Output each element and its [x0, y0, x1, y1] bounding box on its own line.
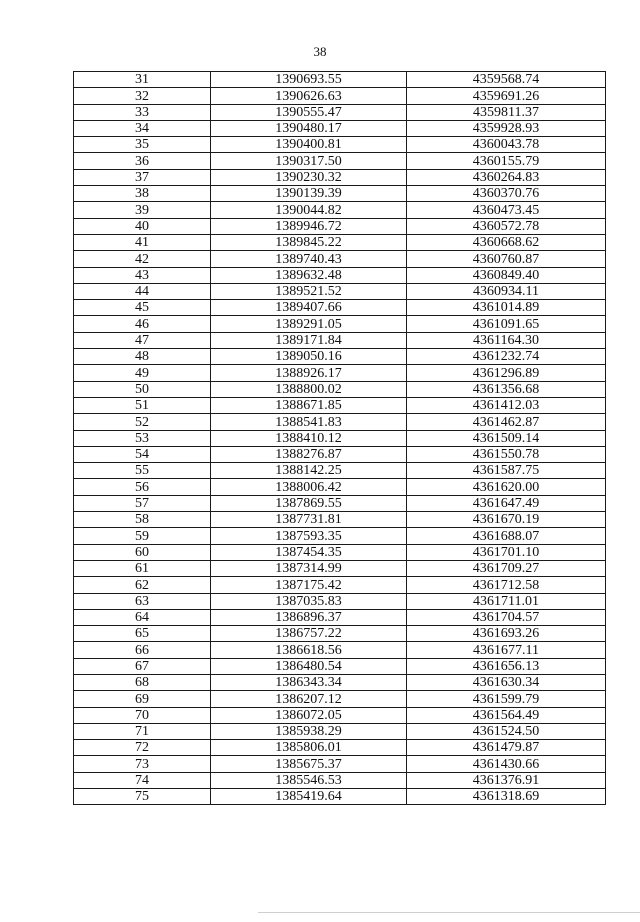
y-coordinate-cell: 4360264.83: [407, 169, 606, 185]
table-row: [74, 234, 606, 250]
x-coordinate-cell: 1386072.05: [211, 707, 407, 723]
x-coordinate-cell: 1388541.83: [211, 414, 407, 430]
table-row: [74, 674, 606, 690]
y-coordinate-cell: 4361599.79: [407, 691, 606, 707]
point-number-cell: 45: [74, 300, 211, 316]
page-number: 38: [313, 44, 327, 59]
point-number-cell: 72: [74, 740, 211, 756]
point-number-cell: 54: [74, 446, 211, 462]
y-coordinate-cell: 4361479.87: [407, 740, 606, 756]
table-row: [74, 186, 606, 202]
y-coordinate-cell: 4361524.50: [407, 723, 606, 739]
y-coordinate-cell: 4360370.76: [407, 186, 606, 202]
y-coordinate-cell: 4360043.78: [407, 137, 606, 153]
table-row: [74, 756, 606, 772]
point-number-cell: 33: [74, 104, 211, 120]
point-number-cell: 36: [74, 153, 211, 169]
y-coordinate-cell: 4361704.57: [407, 609, 606, 625]
y-coordinate-cell: 4361693.26: [407, 626, 606, 642]
table-row: [74, 267, 606, 283]
table-row: [74, 397, 606, 413]
table-row: [74, 202, 606, 218]
y-coordinate-cell: 4361430.66: [407, 756, 606, 772]
table-row: [74, 723, 606, 739]
table-row: [74, 446, 606, 462]
table-row: [74, 463, 606, 479]
x-coordinate-cell: 1390626.63: [211, 88, 407, 104]
point-number-cell: 53: [74, 430, 211, 446]
point-number-cell: 70: [74, 707, 211, 723]
x-coordinate-cell: 1389521.52: [211, 283, 407, 299]
table-row: [74, 349, 606, 365]
table-row: [74, 609, 606, 625]
y-coordinate-cell: 4361647.49: [407, 495, 606, 511]
y-coordinate-cell: 4361677.11: [407, 642, 606, 658]
y-coordinate-cell: 4359928.93: [407, 120, 606, 136]
x-coordinate-cell: 1390230.32: [211, 169, 407, 185]
x-coordinate-cell: 1386343.34: [211, 674, 407, 690]
y-coordinate-cell: 4361014.89: [407, 300, 606, 316]
point-number-cell: 48: [74, 349, 211, 365]
y-coordinate-cell: 4359691.26: [407, 88, 606, 104]
y-coordinate-cell: 4361620.00: [407, 479, 606, 495]
x-coordinate-cell: 1388276.87: [211, 446, 407, 462]
table-row: [74, 300, 606, 316]
point-number-cell: 61: [74, 560, 211, 576]
y-coordinate-cell: 4361711.01: [407, 593, 606, 609]
point-number-cell: 63: [74, 593, 211, 609]
y-coordinate-cell: 4361670.19: [407, 512, 606, 528]
table-row: [74, 626, 606, 642]
y-coordinate-cell: 4361630.34: [407, 674, 606, 690]
table-row: [74, 495, 606, 511]
point-number-cell: 65: [74, 626, 211, 642]
table-row: [74, 365, 606, 381]
point-number-cell: 74: [74, 772, 211, 788]
point-number-cell: 44: [74, 283, 211, 299]
table-row: [74, 332, 606, 348]
point-number-cell: 57: [74, 495, 211, 511]
x-coordinate-cell: 1388142.25: [211, 463, 407, 479]
y-coordinate-cell: 4361296.89: [407, 365, 606, 381]
point-number-cell: 52: [74, 414, 211, 430]
table-row: [74, 381, 606, 397]
x-coordinate-cell: 1390139.39: [211, 186, 407, 202]
table-row: [74, 120, 606, 136]
x-coordinate-cell: 1386618.56: [211, 642, 407, 658]
y-coordinate-cell: 4361462.87: [407, 414, 606, 430]
table-row: [74, 316, 606, 332]
x-coordinate-cell: 1390693.55: [211, 72, 407, 88]
point-number-cell: 34: [74, 120, 211, 136]
x-coordinate-cell: 1386480.54: [211, 658, 407, 674]
y-coordinate-cell: 4361164.30: [407, 332, 606, 348]
y-coordinate-cell: 4360572.78: [407, 218, 606, 234]
x-coordinate-cell: 1389291.05: [211, 316, 407, 332]
x-coordinate-cell: 1387035.83: [211, 593, 407, 609]
x-coordinate-cell: 1385546.53: [211, 772, 407, 788]
y-coordinate-cell: 4361412.03: [407, 397, 606, 413]
x-coordinate-cell: 1390480.17: [211, 120, 407, 136]
x-coordinate-cell: 1387869.55: [211, 495, 407, 511]
y-coordinate-cell: 4361656.13: [407, 658, 606, 674]
point-number-cell: 59: [74, 528, 211, 544]
point-number-cell: 37: [74, 169, 211, 185]
y-coordinate-cell: 4361587.75: [407, 463, 606, 479]
point-number-cell: 49: [74, 365, 211, 381]
table-row: [74, 560, 606, 576]
table-row: [74, 414, 606, 430]
table-row: [74, 137, 606, 153]
x-coordinate-cell: 1386896.37: [211, 609, 407, 625]
table-row: [74, 251, 606, 267]
table-row: [74, 88, 606, 104]
x-coordinate-cell: 1388410.12: [211, 430, 407, 446]
y-coordinate-cell: 4361509.14: [407, 430, 606, 446]
y-coordinate-cell: 4361091.65: [407, 316, 606, 332]
x-coordinate-cell: 1387454.35: [211, 544, 407, 560]
point-number-cell: 38: [74, 186, 211, 202]
table-row: [74, 691, 606, 707]
y-coordinate-cell: 4360155.79: [407, 153, 606, 169]
x-coordinate-cell: 1389845.22: [211, 234, 407, 250]
point-number-cell: 31: [74, 72, 211, 88]
y-coordinate-cell: 4359811.37: [407, 104, 606, 120]
x-coordinate-cell: 1385806.01: [211, 740, 407, 756]
x-coordinate-cell: 1385938.29: [211, 723, 407, 739]
y-coordinate-cell: 4359568.74: [407, 72, 606, 88]
table-row: [74, 169, 606, 185]
x-coordinate-cell: 1390044.82: [211, 202, 407, 218]
point-number-cell: 66: [74, 642, 211, 658]
point-number-cell: 42: [74, 251, 211, 267]
point-number-cell: 58: [74, 512, 211, 528]
x-coordinate-cell: 1389740.43: [211, 251, 407, 267]
y-coordinate-cell: 4361688.07: [407, 528, 606, 544]
point-number-cell: 55: [74, 463, 211, 479]
y-coordinate-cell: 4361356.68: [407, 381, 606, 397]
y-coordinate-cell: 4361318.69: [407, 789, 606, 805]
x-coordinate-cell: 1389407.66: [211, 300, 407, 316]
point-number-cell: 43: [74, 267, 211, 283]
point-number-cell: 64: [74, 609, 211, 625]
table-row: [74, 577, 606, 593]
y-coordinate-cell: 4360668.62: [407, 234, 606, 250]
x-coordinate-cell: 1388671.85: [211, 397, 407, 413]
point-number-cell: 69: [74, 691, 211, 707]
x-coordinate-cell: 1389632.48: [211, 267, 407, 283]
point-number-cell: 56: [74, 479, 211, 495]
point-number-cell: 67: [74, 658, 211, 674]
point-number-cell: 73: [74, 756, 211, 772]
x-coordinate-cell: 1386207.12: [211, 691, 407, 707]
point-number-cell: 40: [74, 218, 211, 234]
table-row: [74, 153, 606, 169]
point-number-cell: 75: [74, 789, 211, 805]
table-row: [74, 528, 606, 544]
table-row: [74, 740, 606, 756]
x-coordinate-cell: 1388006.42: [211, 479, 407, 495]
y-coordinate-cell: 4361376.91: [407, 772, 606, 788]
y-coordinate-cell: 4361564.49: [407, 707, 606, 723]
table-row: [74, 789, 606, 805]
point-number-cell: 50: [74, 381, 211, 397]
x-coordinate-cell: 1387314.99: [211, 560, 407, 576]
x-coordinate-cell: 1388800.02: [211, 381, 407, 397]
point-number-cell: 62: [74, 577, 211, 593]
coordinate-table: [73, 71, 606, 805]
y-coordinate-cell: 4361232.74: [407, 349, 606, 365]
table-row: [74, 593, 606, 609]
table-row: [74, 544, 606, 560]
x-coordinate-cell: 1390400.81: [211, 137, 407, 153]
point-number-cell: 39: [74, 202, 211, 218]
table-row: [74, 218, 606, 234]
x-coordinate-cell: 1390555.47: [211, 104, 407, 120]
x-coordinate-cell: 1387593.35: [211, 528, 407, 544]
point-number-cell: 68: [74, 674, 211, 690]
table-row: [74, 642, 606, 658]
y-coordinate-cell: 4361701.10: [407, 544, 606, 560]
table-row: [74, 772, 606, 788]
point-number-cell: 60: [74, 544, 211, 560]
y-coordinate-cell: 4361712.58: [407, 577, 606, 593]
x-coordinate-cell: 1389050.16: [211, 349, 407, 365]
y-coordinate-cell: 4360473.45: [407, 202, 606, 218]
point-number-cell: 41: [74, 234, 211, 250]
x-coordinate-cell: 1388926.17: [211, 365, 407, 381]
table-row: [74, 479, 606, 495]
point-number-cell: 47: [74, 332, 211, 348]
point-number-cell: 35: [74, 137, 211, 153]
y-coordinate-cell: 4360760.87: [407, 251, 606, 267]
y-coordinate-cell: 4360849.40: [407, 267, 606, 283]
y-coordinate-cell: 4361550.78: [407, 446, 606, 462]
table-row: [74, 430, 606, 446]
table-row: [74, 707, 606, 723]
bottom-divider: [258, 912, 640, 913]
y-coordinate-cell: 4361709.27: [407, 560, 606, 576]
table-row: [74, 658, 606, 674]
y-coordinate-cell: 4360934.11: [407, 283, 606, 299]
table-row: [74, 283, 606, 299]
x-coordinate-cell: 1387731.81: [211, 512, 407, 528]
table-row: [74, 72, 606, 88]
x-coordinate-cell: 1386757.22: [211, 626, 407, 642]
table-row: [74, 512, 606, 528]
table-row: [74, 104, 606, 120]
point-number-cell: 51: [74, 397, 211, 413]
point-number-cell: 46: [74, 316, 211, 332]
x-coordinate-cell: 1389946.72: [211, 218, 407, 234]
x-coordinate-cell: 1385419.64: [211, 789, 407, 805]
x-coordinate-cell: 1387175.42: [211, 577, 407, 593]
point-number-cell: 71: [74, 723, 211, 739]
x-coordinate-cell: 1385675.37: [211, 756, 407, 772]
point-number-cell: 32: [74, 88, 211, 104]
x-coordinate-cell: 1389171.84: [211, 332, 407, 348]
x-coordinate-cell: 1390317.50: [211, 153, 407, 169]
coordinate-table-body: [74, 72, 606, 805]
